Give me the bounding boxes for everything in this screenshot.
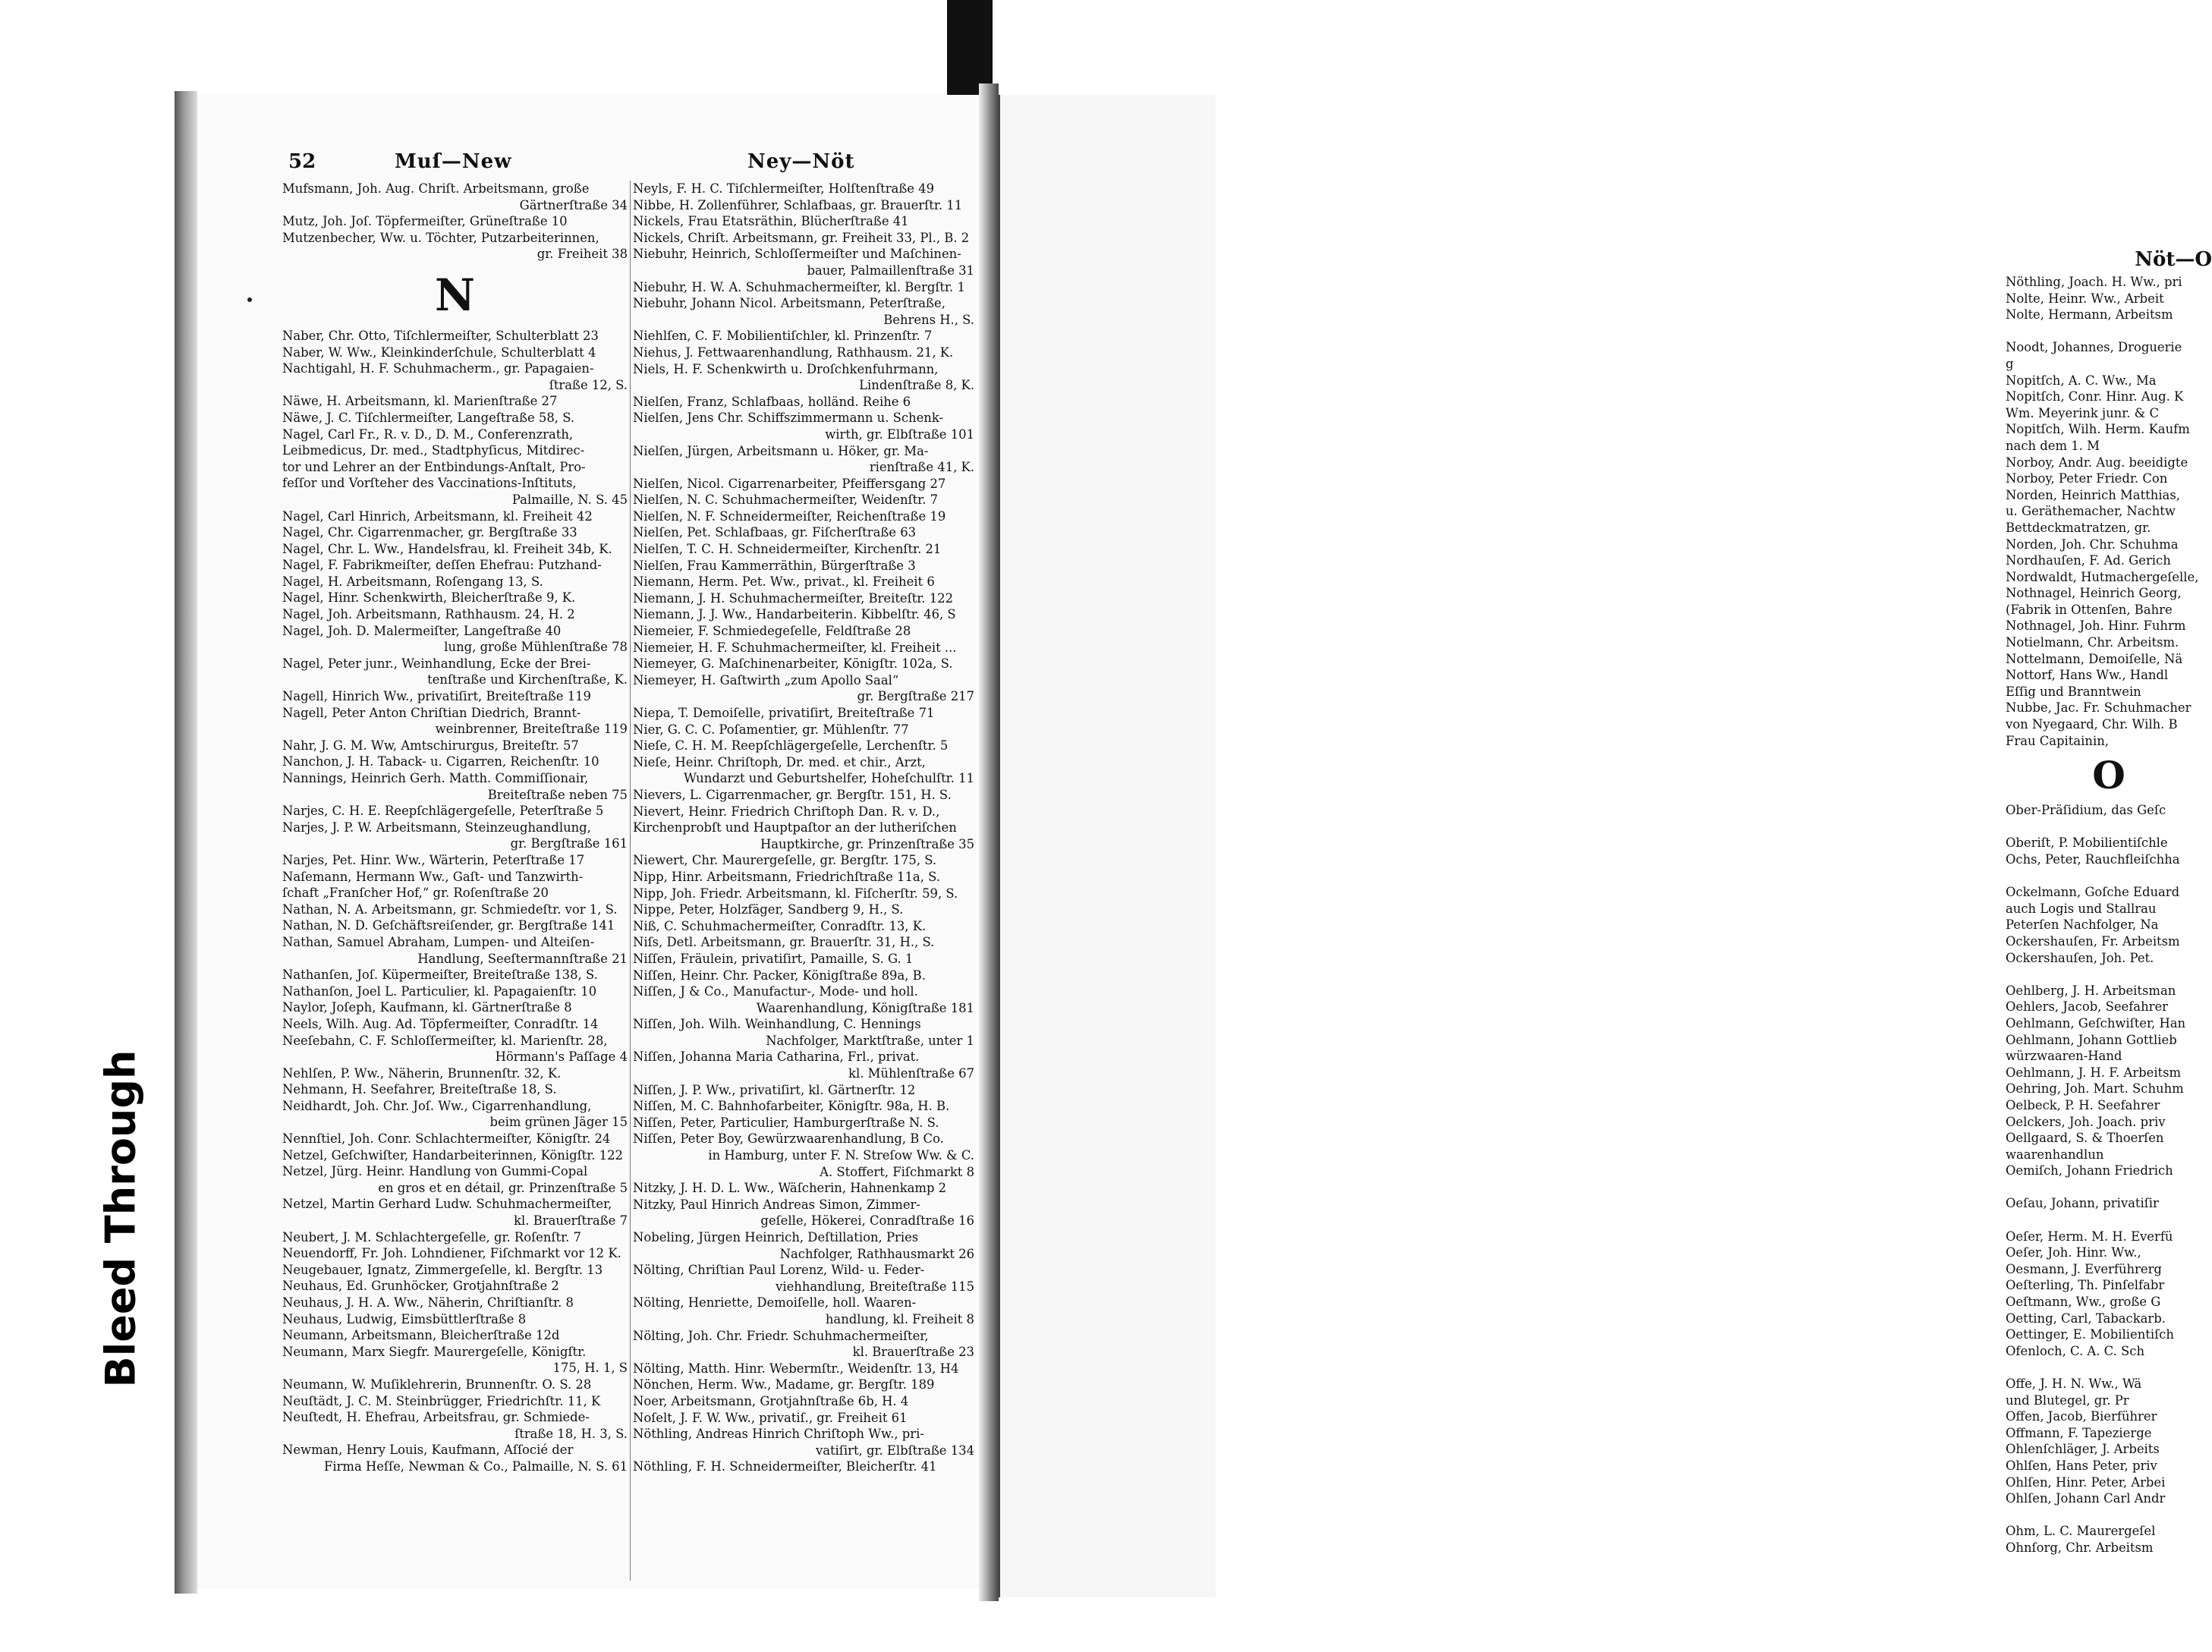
directory-entry: gr. Freiheit 38 bbox=[536, 247, 628, 262]
directory-entry: Nielſen, N. C. Schuhmachermeiſter, Weidenſtr. 7 bbox=[633, 492, 939, 508]
directory-entry bbox=[2006, 1179, 2212, 1196]
directory-entry: Offen, Jacob, Bierführer bbox=[2006, 1409, 2157, 1424]
directory-entry: waarenhandlun bbox=[2006, 1147, 2104, 1162]
directory-entry: Neubert, J. M. Schlachtergeſelle, gr. Roſenſtr. 7 bbox=[282, 1229, 581, 1245]
directory-entry: Nickels, Chriſt. Arbeitsmann, gr. Freiheit 33, Pl., B. 2 bbox=[633, 230, 970, 245]
directory-entry: tenſtraße und Kirchenſtraße, K. bbox=[427, 672, 628, 688]
directory-entry: Kirchenprobſt und Hauptpaſtor an der lutheriſchen bbox=[633, 820, 957, 835]
directory-entry: vatiſirt, gr. Elbſtraße 134 bbox=[815, 1443, 974, 1458]
directory-entry: u. Geräthemacher, Nachtw bbox=[2006, 504, 2176, 519]
directory-entry: Nitzky, J. H. D. L. Ww., Wäſcherin, Hahnenkamp 2 bbox=[633, 1181, 947, 1196]
directory-entry: Peterſen Nachfolger, Na bbox=[2006, 917, 2159, 933]
directory-entry: Oettinger, E. Mobilientiſch bbox=[2006, 1327, 2174, 1342]
directory-entry: Neuendorff, Fr. Joh. Lohndiener, Fiſchmarkt vor 12 K. bbox=[282, 1246, 621, 1261]
directory-entry: in Hamburg, unter F. N. Streſow Ww. & C. bbox=[708, 1148, 974, 1163]
directory-entry: Nopitſch, Conr. Hinr. Aug. K bbox=[2006, 389, 2184, 404]
directory-entry: Nobeling, Jürgen Heinrich, Deſtillation, Pries bbox=[633, 1230, 919, 1245]
right-column bbox=[633, 181, 974, 1475]
directory-entry: Oellgaard, S. & Thoerſen bbox=[2006, 1131, 2164, 1146]
directory-entry: Naber, Chr. Otto, Tiſchlermeiſter, Schulterblatt 23 bbox=[282, 328, 599, 343]
directory-entry: Ockershauſen, Joh. Pet. bbox=[2006, 950, 2154, 965]
directory-entry: Lindenſtraße 8, K. bbox=[859, 378, 974, 393]
directory-entry: Niſſen, Joh. Wilh. Weinhandlung, C. Hennings bbox=[633, 1017, 921, 1032]
directory-entry: Oelckers, Joh. Joach. priv bbox=[2006, 1114, 2166, 1129]
directory-entry bbox=[2006, 1359, 2212, 1376]
directory-entry: Nagel, Carl Hinrich, Arbeitsmann, kl. Freiheit 42 bbox=[282, 508, 593, 524]
directory-entry: Oberiſt, P. Mobilientiſchle bbox=[2006, 835, 2168, 851]
directory-entry: Norden, Heinrich Matthias, bbox=[2006, 487, 2180, 502]
directory-entry: Waarenhandlung, Königſtraße 181 bbox=[756, 1000, 974, 1015]
directory-entry: Niemeyer, H. Gaſtwirth „zum Apollo Saal“ bbox=[633, 672, 899, 688]
directory-entry: Nathan, N. D. Geſchäftsreiſender, gr. Bergſtraße 141 bbox=[282, 918, 615, 933]
directory-entry: Nagel, F. Fabrikmeiſter, deſſen Ehefrau: Putzhand- bbox=[282, 558, 602, 573]
directory-entry: Nitzky, Paul Hinrich Andreas Simon, Zimmer- bbox=[633, 1197, 920, 1212]
running-header-left: Muſ—New bbox=[395, 150, 512, 173]
running-header-right: Ney—Nöt bbox=[747, 150, 855, 173]
next-page-column bbox=[2006, 245, 2212, 1556]
directory-entry: Nagel, H. Arbeitsmann, Roſengang 13, S. bbox=[282, 574, 543, 589]
directory-entry: Nottelmann, Demoiſelle, Nä bbox=[2006, 651, 2183, 666]
directory-entry: Oelbeck, P. H. Seefahrer bbox=[2006, 1097, 2160, 1112]
page-number: 52 bbox=[288, 150, 316, 173]
directory-entry: Oeſterling, Th. Pinſelfabr bbox=[2006, 1278, 2165, 1293]
directory-entry: Neyls, F. H. C. Tiſchlermeiſter, Holſtenſtraße 49 bbox=[633, 181, 935, 196]
directory-entry: Oesmann, J. Everführerg bbox=[2006, 1261, 2162, 1276]
directory-entry: Nöthling, F. H. Schneidermeiſter, Bleicherſtr. 41 bbox=[633, 1459, 937, 1474]
directory-entry: Nielſen, Jürgen, Arbeitsmann u. Höker, gr. Ma- bbox=[633, 443, 929, 458]
directory-entry: Nachfolger, Marktſtraße, unter 1 bbox=[766, 1033, 974, 1048]
directory-entry: Neeſebahn, C. F. Schloſſermeiſter, kl. Marienſtr. 28, bbox=[282, 1033, 608, 1048]
directory-entry: feſſor und Vorſteher des Vaccinations-Inſtituts, bbox=[282, 476, 577, 491]
directory-entry: Nagel, Chr. L. Ww., Handelsfrau, kl. Freiheit 34b, K. bbox=[282, 541, 612, 556]
directory-entry bbox=[2006, 819, 2212, 835]
directory-entry: Mutzenbecher, Ww. u. Töchter, Putzarbeiterinnen, bbox=[282, 230, 599, 245]
directory-entry: Ohlſen, Johann Carl Andr bbox=[2006, 1491, 2166, 1506]
directory-entry: lung, große Mühlenſtraße 78 bbox=[444, 640, 628, 655]
directory-entry: Niehus, J. Fettwaarenhandlung, Rathhausm. 21, K. bbox=[633, 345, 954, 360]
directory-entry: Wm. Meyerink junr. & C bbox=[2006, 405, 2160, 420]
directory-entry: Nievers, L. Cigarrenmacher, gr. Bergſtr. 151, H. S. bbox=[633, 787, 952, 802]
directory-entry: Nölting, Joh. Chr. Friedr. Schuhmachermeiſter, bbox=[633, 1328, 929, 1343]
directory-entry: Niebuhr, Johann Nicol. Arbeitsmann, Peterſtraße, bbox=[633, 296, 946, 311]
directory-entry: Oeſtmann, Ww., große G bbox=[2006, 1295, 2161, 1310]
directory-entry: Neels, Wilh. Aug. Ad. Töpfermeiſter, Conradſtr. 14 bbox=[282, 1016, 599, 1031]
directory-entry: Firma Heſſe, Newman & Co., Palmaille, N. S. 61 bbox=[323, 1458, 628, 1474]
running-header-next-page: Nöt—O bbox=[2135, 248, 2212, 271]
directory-entry: Niemann, J. H. Schuhmachermeiſter, Breiteſtr. 122 bbox=[633, 590, 954, 606]
directory-entry: Offmann, F. Tapezierge bbox=[2006, 1425, 2152, 1440]
directory-entry: Nölting, Chriſtian Paul Lorenz, Wild- u. Feder- bbox=[633, 1263, 925, 1278]
directory-entry: Nordhauſen, F. Ad. Gerich bbox=[2006, 553, 2171, 568]
directory-entry: Nothnagel, Heinrich Georg, bbox=[2006, 586, 2182, 601]
directory-entry: Ohm, L. C. Maurergeſel bbox=[2006, 1524, 2156, 1539]
directory-entry: Oehlmann, J. H. F. Arbeitsm bbox=[2006, 1065, 2182, 1080]
directory-entry: g bbox=[2006, 356, 2014, 371]
directory-entry: Nieſe, Heinr. Chriſtoph, Dr. med. et chir., Arzt, bbox=[633, 754, 926, 769]
directory-entry: ſtraße 12, S. bbox=[549, 377, 628, 392]
directory-entry: Narjes, C. H. E. Reepſchlägergeſelle, Peterſtraße 5 bbox=[282, 804, 604, 819]
directory-entry: tor und Lehrer an der Entbindungs-Anſtalt, Pro- bbox=[282, 459, 586, 474]
directory-entry: Ochs, Peter, Rauchfleiſchha bbox=[2006, 852, 2180, 867]
directory-entry: Niemeier, F. Schmiedegeſelle, Feldſtraße 28 bbox=[633, 624, 911, 639]
directory-entry: Nölting, Henriette, Demoiſelle, holl. Waaren- bbox=[633, 1295, 917, 1311]
directory-entry: Newman, Henry Louis, Kaufmann, Aſſocié der bbox=[282, 1443, 574, 1458]
directory-entry: Hauptkirche, gr. Prinzenſtraße 35 bbox=[760, 836, 974, 851]
directory-entry: Näwe, J. C. Tiſchlermeiſter, Langeſtraße 58, S. bbox=[282, 410, 575, 425]
directory-entry: Nippe, Peter, Holzfäger, Sandberg 9, H., S. bbox=[633, 902, 904, 917]
directory-entry: Nolte, Hermann, Arbeitsm bbox=[2006, 307, 2173, 323]
directory-entry: Leibmedicus, Dr. med., Stadtphyſicus, Mitdirec- bbox=[282, 443, 585, 458]
directory-entry: Oehring, Joh. Mart. Schuhm bbox=[2006, 1081, 2184, 1097]
directory-entry: Ohnſorg, Chr. Arbeitsm bbox=[2006, 1540, 2154, 1555]
directory-entry: Ofenloch, C. A. C. Sch bbox=[2006, 1343, 2145, 1358]
directory-entry: Nathanſen, Joſ. Küpermeiſter, Breiteſtraße 138, S. bbox=[282, 968, 598, 983]
directory-entry: gr. Bergſtraße 161 bbox=[510, 836, 628, 851]
directory-entry: Nathan, N. A. Arbeitsmann, gr. Schmiedeſtr. vor 1, S. bbox=[282, 902, 618, 917]
directory-entry: Naber, W. Ww., Kleinkinderſchule, Schulterblatt 4 bbox=[282, 345, 596, 360]
directory-entry: Nickels, Frau Etatsräthin, Blücherſtraße 41 bbox=[633, 214, 909, 229]
directory-entry: Nibbe, H. Zollenführer, Schlafbaas, gr. Brauerſtr. 11 bbox=[633, 197, 963, 212]
directory-entry: Niſſen, J. P. Ww., privatiſirt, kl. Gärtnerſtr. 12 bbox=[633, 1082, 916, 1097]
directory-entry: Nehmann, H. Seefahrer, Breiteſtraße 18, S. bbox=[282, 1082, 557, 1097]
directory-entry: Niewert, Chr. Maurergeſelle, gr. Bergſtr. 175, S. bbox=[633, 853, 937, 868]
directory-entry: Nottorf, Hans Ww., Handl bbox=[2006, 668, 2169, 683]
directory-entry: Niebuhr, H. W. A. Schuhmachermeiſter, kl. Bergſtr. 1 bbox=[633, 279, 965, 294]
directory-entry: Wundarzt und Geburtshelfer, Hoheſchulſtr. 11 bbox=[683, 771, 974, 786]
directory-entry: Niſſen, Peter Boy, Gewürzwaarenhandlung, B Co. bbox=[633, 1131, 944, 1147]
directory-entry: Neuhaus, Ed. Grunhöcker, Grotjahnſtraße 2 bbox=[282, 1279, 559, 1294]
directory-entry: Nopitſch, Wilh. Herm. Kaufm bbox=[2006, 422, 2190, 437]
directory-entry: Oetting, Carl, Tabackarb. bbox=[2006, 1311, 2166, 1326]
directory-entry: kl. Brauerſtraße 23 bbox=[852, 1345, 974, 1360]
directory-entry: Nahr, J. G. M. Ww, Amtschirurgus, Breiteſtr. 57 bbox=[282, 738, 579, 753]
directory-entry: Nöthling, Andreas Hinrich Chriſtoph Ww., pri- bbox=[633, 1427, 924, 1442]
column-divider bbox=[630, 181, 631, 1581]
directory-entry: Ockershauſen, Fr. Arbeitsm bbox=[2006, 933, 2180, 949]
directory-entry: Nachfolger, Rathhausmarkt 26 bbox=[779, 1246, 974, 1261]
directory-entry: Narjes, Pet. Hinr. Ww., Wärterin, Peterſtraße 17 bbox=[282, 852, 585, 867]
directory-entry: Eſſig und Branntwein bbox=[2006, 684, 2141, 699]
directory-entry: Ohlenſchläger, J. Arbeits bbox=[2006, 1442, 2160, 1457]
directory-entry: Frau Capitainin, bbox=[2006, 733, 2109, 748]
directory-entry: Niels, H. F. Schenkwirth u. Droſchkenfuhrmann, bbox=[633, 361, 939, 376]
directory-entry: Oehlmann, Geſchwiſter, Han bbox=[2006, 1015, 2186, 1031]
directory-entry: Neumann, Arbeitsmann, Bleicherſtraße 12d bbox=[282, 1328, 560, 1343]
directory-entry: viehhandlung, Breiteſtraße 115 bbox=[776, 1279, 974, 1294]
directory-entry: Oeſer, Herm. M. H. Everfü bbox=[2006, 1229, 2173, 1244]
directory-entry: Neugebauer, Ignatz, Zimmergeſelle, kl. Bergſtr. 13 bbox=[282, 1262, 603, 1277]
directory-entry: Nathanſon, Joel L. Particulier, kl. Papagaienſtr. 10 bbox=[282, 983, 597, 999]
directory-entry: Oehlberg, J. H. Arbeitsman bbox=[2006, 983, 2176, 998]
directory-entry: Niepa, T. Demoiſelle, privatiſirt, Breiteſtraße 71 bbox=[633, 706, 935, 720]
directory-entry: Nagel, Chr. Cigarrenmacher, gr. Bergſtraße 33 bbox=[282, 525, 577, 540]
directory-entry: Netzel, Geſchwiſter, Handarbeiterinnen, Königſtr. 122 bbox=[282, 1147, 623, 1163]
directory-entry: Nehlſen, P. Ww., Näherin, Brunnenſtr. 32, K. bbox=[282, 1065, 562, 1081]
directory-entry: ſtraße 18, H. 3, S. bbox=[514, 1426, 628, 1441]
directory-entry: Neumann, Marx Siegfr. Maurergeſelle, Königſtr. bbox=[282, 1344, 587, 1359]
directory-entry: Nordwaldt, Hutmachergeſelle, bbox=[2006, 569, 2199, 584]
directory-entry: bauer, Palmaillenſtraße 31 bbox=[807, 263, 974, 278]
directory-entry: nach dem 1. M bbox=[2006, 438, 2100, 453]
directory-entry: Ober-Präſidium, das Geſc bbox=[2006, 803, 2166, 818]
directory-entry: Gärtnerſtraße 34 bbox=[519, 197, 628, 212]
directory-entry: Mutz, Joh. Joſ. Töpfermeiſter, Grüneſtraße 10 bbox=[282, 214, 568, 229]
directory-entry: Niſſen, Heinr. Chr. Packer, Königſtraße 89a, B. bbox=[633, 968, 926, 983]
directory-entry: beim grünen Jäger 15 bbox=[489, 1115, 628, 1130]
directory-entry: Niſſen, Peter, Particulier, Hamburgerſtraße N. S. bbox=[633, 1115, 939, 1130]
directory-entry: Oeſau, Johann, privatiſir bbox=[2006, 1196, 2159, 1211]
directory-entry bbox=[2006, 1212, 2212, 1229]
directory-entry: handlung, kl. Freiheit 8 bbox=[825, 1311, 974, 1326]
directory-entry: Neumann, W. Muſiklehrerin, Brunnenſtr. O. S. 28 bbox=[282, 1377, 592, 1392]
directory-entry: Nolte, Heinr. Ww., Arbeit bbox=[2006, 291, 2164, 306]
directory-entry: Nielſen, N. F. Schneidermeiſter, Reichenſtraße 19 bbox=[633, 508, 946, 524]
directory-entry: Noſelt, J. F. W. Ww., privatiſ., gr. Freiheit 61 bbox=[633, 1410, 908, 1425]
directory-entry: Niemeier, H. F. Schuhmachermeiſter, kl. Freiheit ... bbox=[633, 640, 957, 655]
directory-entry: Nagell, Peter Anton Chriſtian Diedrich, Brannt- bbox=[282, 705, 581, 720]
directory-entry: Niſſen, Johanna Maria Catharina, Frl., privat. bbox=[633, 1049, 920, 1065]
section-letter: O bbox=[2092, 753, 2125, 798]
directory-entry: Offe, J. H. N. Ww., Wä bbox=[2006, 1377, 2142, 1391]
gutter-shadow bbox=[979, 83, 999, 1601]
directory-entry: Nagel, Joh. D. Malermeiſter, Langeſtraße 40 bbox=[282, 623, 562, 638]
directory-entry: Niehlſen, C. F. Mobilientiſchler, kl. Prinzenſtr. 7 bbox=[633, 329, 933, 344]
directory-entry: Ohlſen, Hans Peter, priv bbox=[2006, 1458, 2157, 1473]
directory-entry: Nöthling, Joach. H. Ww., pri bbox=[2006, 275, 2182, 289]
directory-entry: Nagel, Peter junr., Weinhandlung, Ecke der Brei- bbox=[282, 656, 591, 671]
directory-entry: (Fabrik in Ottenſen, Bahre bbox=[2006, 602, 2173, 617]
directory-entry: Nopitſch, A. C. Ww., Ma bbox=[2006, 373, 2157, 388]
directory-entry: Nölting, Matth. Hinr. Webermſtr., Weidenſtr. 13, H4 bbox=[633, 1361, 959, 1376]
directory-entry: Ockelmann, Goſche Eduard bbox=[2006, 885, 2180, 900]
directory-entry: würzwaaren-Hand bbox=[2006, 1049, 2122, 1064]
directory-entry: auch Logis und Stallrau bbox=[2006, 901, 2157, 916]
directory-entry: Nubbe, Jac. Fr. Schuhmacher bbox=[2006, 700, 2192, 716]
directory-entry: Niſſen, M. C. Bahnhofarbeiter, Königſtr. 98a, H. B. bbox=[633, 1099, 950, 1114]
directory-entry: Niemann, Herm. Pet. Ww., privat., kl. Freiheit 6 bbox=[633, 574, 935, 590]
directory-entry: Neuhaus, J. H. A. Ww., Näherin, Chriſtianſtr. 8 bbox=[282, 1295, 574, 1310]
directory-entry: Nielſen, Nicol. Cigarrenarbeiter, Pfeiffersgang 27 bbox=[633, 476, 946, 491]
right-page bbox=[999, 95, 2212, 1597]
directory-entry: Nipp, Hinr. Arbeitsmann, Friedrichſtraße 11a, S. bbox=[633, 869, 940, 884]
directory-entry: Naylor, Joſeph, Kaufmann, kl. Gärtnerſtraße 8 bbox=[282, 1000, 572, 1015]
directory-entry: Neuſtedt, H. Ehefrau, Arbeitsfrau, gr. Schmiede- bbox=[282, 1410, 590, 1425]
directory-entry bbox=[2006, 323, 2212, 340]
directory-entry: A. Stoffert, Fiſchmarkt 8 bbox=[820, 1164, 974, 1179]
directory-entry: Neidhardt, Joh. Chr. Joſ. Ww., Cigarrenhandlung, bbox=[282, 1098, 592, 1113]
directory-entry: Nielſen, Jens Chr. Schiffszimmermann u. Schenk- bbox=[633, 411, 944, 426]
directory-entry: Nier, G. C. C. Poſamentier, gr. Mühlenſtr. 77 bbox=[633, 722, 909, 737]
section-letter: N bbox=[434, 269, 475, 321]
left-page-edge bbox=[175, 91, 197, 1594]
directory-entry: Niemann, J. J. Ww., Handarbeiterin. Kibbelſtr. 46, S bbox=[633, 607, 956, 622]
directory-entry: Breiteſtraße neben 75 bbox=[487, 787, 628, 802]
directory-entry: Nönchen, Herm. Ww., Madame, gr. Bergſtr. 189 bbox=[633, 1377, 935, 1392]
directory-entry: Hörmann's Paſſage 4 bbox=[495, 1049, 628, 1065]
directory-entry: Näwe, H. Arbeitsmann, kl. Marienſtraße 27 bbox=[282, 394, 558, 409]
directory-entry: Norden, Joh. Chr. Schuhma bbox=[2006, 537, 2179, 552]
directory-entry: Oeſer, Joh. Hinr. Ww., bbox=[2006, 1245, 2141, 1260]
directory-entry: Oehlmann, Johann Gottlieb bbox=[2006, 1032, 2177, 1047]
directory-entry: rienſtraße 41, K. bbox=[869, 460, 974, 475]
directory-entry: Noodt, Johannes, Droguerie bbox=[2006, 340, 2182, 355]
directory-entry: Nothnagel, Joh. Hinr. Fuhrm bbox=[2006, 618, 2186, 634]
directory-entry: und Blutegel, gr. Pr bbox=[2006, 1392, 2129, 1408]
directory-entry: Oehlers, Jacob, Seefahrer bbox=[2006, 999, 2168, 1015]
directory-entry: ſchaft „Franſcher Hof,“ gr. Roſenſtraße 20 bbox=[282, 886, 549, 901]
directory-entry: Niß, C. Schuhmachermeiſter, Conradſtr. 13, K. bbox=[633, 918, 927, 933]
directory-entry: Niſſen, J & Co., Manufactur-, Mode- und holl. bbox=[633, 984, 918, 999]
directory-entry: Behrens H., S. bbox=[883, 312, 974, 327]
directory-entry: Nagel, Joh. Arbeitsmann, Rathhausm. 24, H. 2 bbox=[282, 607, 575, 622]
directory-entry: Nievert, Heinr. Friedrich Chriſtoph Dan. R. v. D., bbox=[633, 804, 940, 819]
directory-entry: Nathan, Samuel Abraham, Lumpen- und Alteiſen- bbox=[282, 934, 595, 949]
directory-entry: Neuhaus, Ludwig, Eimsbüttlerſtraße 8 bbox=[282, 1311, 527, 1326]
directory-entry: Nielſen, T. C. H. Schneidermeiſter, Kirchenſtr. 21 bbox=[633, 542, 942, 557]
directory-entry: kl. Mühlenſtraße 67 bbox=[848, 1066, 974, 1081]
directory-entry: Norboy, Andr. Aug. beeidigte bbox=[2006, 455, 2188, 470]
directory-entry: Naſemann, Hermann Ww., Gaſt- und Tanzwirth- bbox=[282, 869, 584, 884]
directory-entry bbox=[2006, 868, 2212, 885]
bleed-through-label: Bleed Through bbox=[96, 1049, 145, 1388]
directory-entry: Nieſe, C. H. M. Reepſchlägergeſelle, Lerchenſtr. 5 bbox=[633, 738, 949, 754]
directory-entry: Ohlſen, Hinr. Peter, Arbei bbox=[2006, 1474, 2166, 1490]
directory-entry: Netzel, Jürg. Heinr. Handlung von Gummi-Copal bbox=[282, 1164, 588, 1179]
directory-entry: Mufsmann, Joh. Aug. Chriſt. Arbeitsmann, große bbox=[282, 181, 590, 196]
directory-entry bbox=[2006, 966, 2212, 983]
directory-entry: Nielſen, Pet. Schlafbaas, gr. Fiſcherſtraße 63 bbox=[633, 525, 917, 540]
directory-entry: Niſſen, Fräulein, privatiſirt, Pamaille, S. G. 1 bbox=[633, 951, 914, 966]
directory-entry: Bettdeckmatratzen, gr. bbox=[2006, 520, 2151, 535]
left-column bbox=[282, 181, 628, 1475]
directory-entry: geſelle, Hökerei, Conradſtraße 16 bbox=[760, 1213, 974, 1229]
directory-entry: Neuſtädt, J. C. M. Steinbrügger, Friedrichſtr. 11, K bbox=[282, 1393, 601, 1408]
directory-entry: Nagel, Carl Fr., R. v. D., D. M., Conferenzrath, bbox=[282, 426, 574, 442]
directory-entry: Nipp, Joh. Friedr. Arbeitsmann, kl. Fiſcherſtr. 59, S. bbox=[633, 886, 958, 901]
directory-entry: von Nyegaard, Chr. Wilh. B bbox=[2006, 717, 2178, 732]
directory-entry: Nannings, Heinrich Gerh. Matth. Commiſſionair, bbox=[282, 771, 589, 785]
directory-entry: Notielmann, Chr. Arbeitsm. bbox=[2006, 635, 2179, 650]
directory-entry: Nennſtiel, Joh. Conr. Schlachtermeiſter, Königſtr. 24 bbox=[282, 1131, 611, 1147]
directory-entry: Nagell, Hinrich Ww., privatiſirt, Breiteſtraße 119 bbox=[282, 689, 591, 704]
directory-entry: Oemiſch, Johann Friedrich bbox=[2006, 1163, 2173, 1178]
directory-entry: en gros et en détail, gr. Prinzenſtraße 5 bbox=[378, 1180, 628, 1195]
directory-entry: Netzel, Martin Gerhard Ludw. Schuhmachermeiſter, bbox=[282, 1197, 612, 1212]
directory-entry: Nielſen, Frau Kammerräthin, Bürgerſtraße 3 bbox=[633, 558, 916, 573]
directory-entry: Niſs, Detl. Arbeitsmann, gr. Brauerſtr. 31, H., S. bbox=[633, 935, 935, 950]
ink-speck bbox=[247, 297, 252, 302]
directory-entry: Nachtigahl, H. F. Schuhmacherm., gr. Papagaien- bbox=[282, 361, 594, 376]
directory-entry: wirth, gr. Elbſtraße 101 bbox=[825, 426, 974, 442]
directory-entry: Handlung, Seeſtermannſtraße 21 bbox=[417, 951, 628, 966]
directory-entry: Nielſen, Franz, Schlafbaas, holländ. Reihe 6 bbox=[633, 394, 911, 409]
directory-entry: Palmaille, N. S. 45 bbox=[511, 492, 628, 507]
directory-entry: Nagel, Hinr. Schenkwirth, Bleicherſtraße 9, K. bbox=[282, 590, 576, 606]
directory-entry: Niemeyer, G. Maſchinenarbeiter, Königſtr. 102a, S. bbox=[633, 656, 953, 672]
directory-entry: Noer, Arbeitsmann, Grotjahnſtraße 6b, H. 4 bbox=[633, 1393, 909, 1408]
directory-entry: Norboy, Peter Friedr. Con bbox=[2006, 471, 2168, 486]
directory-entry: 175, H. 1, S bbox=[552, 1361, 628, 1376]
directory-entry: gr. Bergſtraße 217 bbox=[857, 689, 974, 704]
directory-entry: Narjes, J. P. W. Arbeitsmann, Steinzeughandlung, bbox=[282, 820, 591, 835]
directory-entry: weinbrenner, Breiteſtraße 119 bbox=[435, 722, 628, 737]
directory-entry bbox=[2006, 1507, 2212, 1524]
directory-entry: Nanchon, J. H. Taback- u. Cigarren, Reichenſtr. 10 bbox=[282, 754, 599, 769]
directory-entry: Niebuhr, Heinrich, Schloſſermeiſter und Maſchinen- bbox=[633, 247, 961, 262]
directory-entry: kl. Brauerſtraße 7 bbox=[514, 1213, 628, 1229]
